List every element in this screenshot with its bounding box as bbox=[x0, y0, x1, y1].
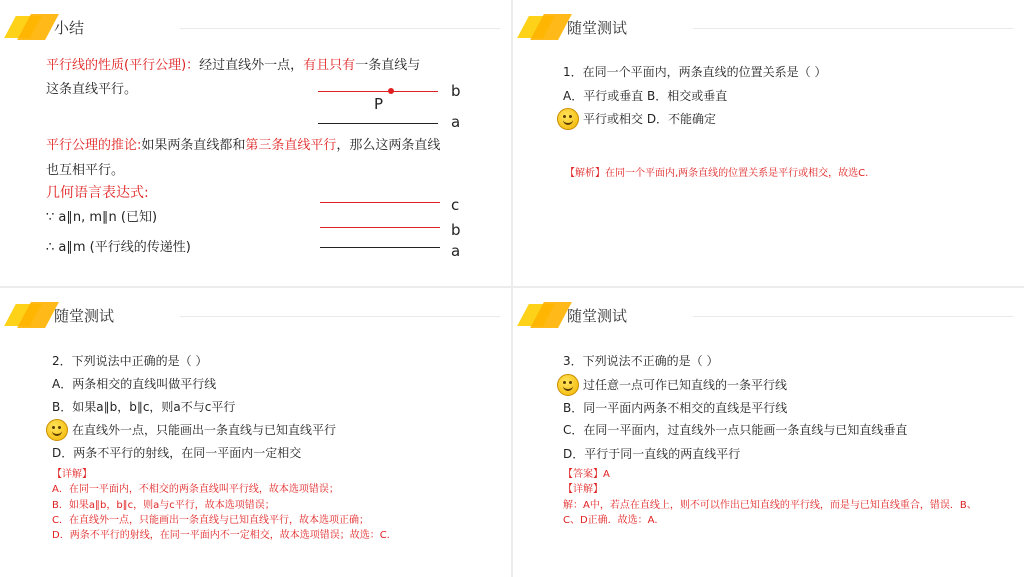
corollary-line bbox=[46, 137, 440, 155]
slide-quiz-3 bbox=[513, 288, 1024, 577]
slide-header bbox=[10, 14, 500, 44]
detail-line-1: 解：A中，若点在直线上，则不可以作出已知直线的平行线，而是与已知直线重合，错误．B、 bbox=[563, 500, 977, 511]
detail-line-2: C、D正确．故选：A. bbox=[563, 515, 658, 526]
option-a: 过任意一点可作已知直线的一条平行线 bbox=[583, 378, 788, 392]
line-b bbox=[318, 91, 438, 92]
option-c: 在直线外一点，只能画出一条直线与已知直线平行 bbox=[72, 423, 337, 437]
property-line-2: 这条直线平行。 bbox=[46, 82, 138, 97]
slide-summary bbox=[0, 0, 511, 286]
header-divider bbox=[693, 316, 1013, 317]
corollary-text: ，那么这两条直线 bbox=[336, 138, 441, 153]
given-statement: ∵ a∥n, m∥n (已知) bbox=[46, 210, 158, 225]
smiley-answer-icon bbox=[46, 419, 68, 441]
slide-header bbox=[10, 302, 500, 332]
option-b: B．同一平面内两条不相交的直线是平行线 bbox=[563, 401, 788, 415]
detail-a: A．在同一平面内，不相交的两条直线叫平行线，故本选项错误； bbox=[52, 484, 339, 495]
property-text: 一条直线与 bbox=[355, 58, 421, 73]
line-a2-label: a bbox=[451, 242, 461, 260]
detail-heading: 【详解】 bbox=[52, 469, 92, 480]
point-p-label: P bbox=[374, 95, 384, 113]
header-divider bbox=[180, 316, 500, 317]
slide-header bbox=[523, 14, 1013, 44]
option-d: D．两条不平行的射线，在同一平面内一定相交 bbox=[52, 446, 302, 460]
corollary-text: 如果两条直线都和 bbox=[141, 138, 246, 153]
slide-quiz-2 bbox=[0, 288, 511, 577]
therefore-statement: ∴ a∥m (平行线的传递性) bbox=[46, 240, 191, 255]
slide-title: 随堂测试 bbox=[567, 19, 628, 37]
point-p-dot bbox=[388, 88, 394, 94]
option-c: C．在同一平面内，过直线外一点只能画一条直线与已知直线垂直 bbox=[563, 423, 908, 437]
corollary-line-2: 也互相平行。 bbox=[46, 163, 125, 178]
property-emphasis: 有且只有 bbox=[303, 58, 356, 73]
slide-title: 小结 bbox=[54, 19, 85, 37]
question-3: 3．下列说法不正确的是（ ） bbox=[563, 354, 719, 368]
smiley-answer-icon bbox=[557, 374, 579, 396]
line-c bbox=[320, 202, 440, 203]
slide-header bbox=[523, 302, 1013, 332]
property-label: 平行线的性质(平行公理)： bbox=[46, 58, 200, 73]
header-divider bbox=[180, 28, 500, 29]
detail-heading: 【详解】 bbox=[563, 484, 603, 495]
question-2: 2．下列说法中正确的是（ ） bbox=[52, 354, 208, 368]
header-divider bbox=[693, 28, 1013, 29]
options-row-2: 平行或相交 D．不能确定 bbox=[583, 112, 717, 126]
analysis-text: 【解析】在同一个平面内,两条直线的位置关系是平行或相交，故选C. bbox=[565, 168, 869, 179]
slide-quiz-1 bbox=[513, 0, 1024, 286]
options-row-1: A．平行或垂直 B．相交或垂直 bbox=[563, 89, 728, 103]
line-a2 bbox=[320, 247, 440, 248]
option-b: B．如果a∥b，b∥c，则a不与c平行 bbox=[52, 400, 236, 414]
corollary-label: 平行公理的推论: bbox=[46, 138, 142, 153]
line-b-label: b bbox=[451, 82, 461, 100]
detail-d: D．两条不平行的射线，在同一平面内不一定相交，故本选项错误；故选：C. bbox=[52, 530, 390, 541]
slide-title: 随堂测试 bbox=[54, 307, 115, 325]
property-line bbox=[46, 57, 420, 75]
line-a-label: a bbox=[451, 113, 461, 131]
option-d: D．平行于同一直线的两直线平行 bbox=[563, 447, 741, 461]
corollary-emphasis: 第三条直线平行 bbox=[245, 138, 337, 153]
detail-c: C．在直线外一点，只能画出一条直线与已知直线平行，故本选项正确； bbox=[52, 515, 369, 526]
option-a: A．两条相交的直线叫做平行线 bbox=[52, 377, 217, 391]
line-b2 bbox=[320, 227, 440, 228]
line-a bbox=[318, 123, 438, 124]
line-c-label: c bbox=[451, 196, 460, 214]
answer-text: 【答案】A bbox=[563, 469, 610, 480]
smiley-answer-icon bbox=[557, 108, 579, 130]
detail-b: B．如果a∥b，b∥c，则a与c平行，故本选项错误； bbox=[52, 500, 275, 511]
geometry-label: 几何语言表达式: bbox=[46, 185, 149, 201]
slide-title: 随堂测试 bbox=[567, 307, 628, 325]
question-1: 1．在同一个平面内，两条直线的位置关系是（ ） bbox=[563, 65, 827, 79]
line-b2-label: b bbox=[451, 221, 461, 239]
property-text: 经过直线外一点， bbox=[199, 58, 304, 73]
